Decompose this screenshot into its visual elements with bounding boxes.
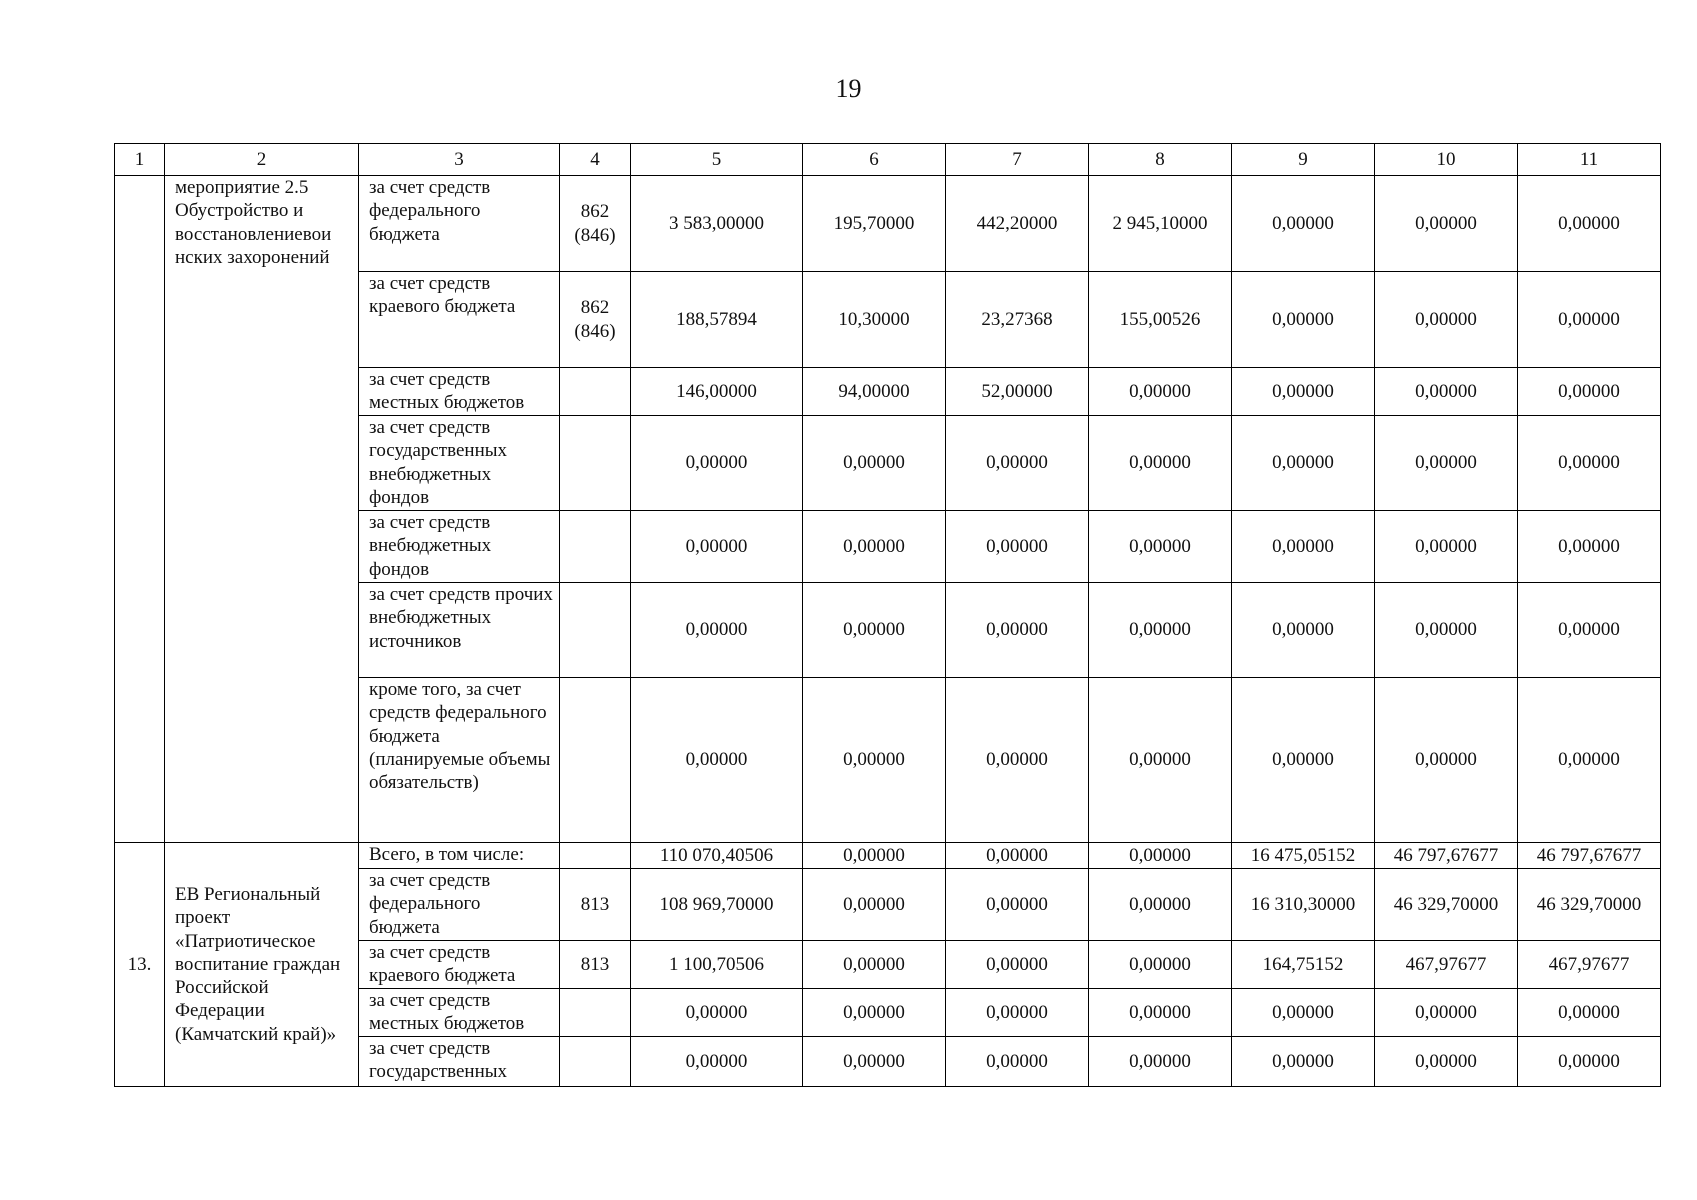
value-cell: 46 797,67677 [1375, 843, 1518, 869]
value-cell: 108 969,70000 [631, 869, 803, 941]
value-cell: 0,00000 [1232, 416, 1375, 511]
value-cell: 0,00000 [1232, 272, 1375, 368]
column-header: 7 [946, 144, 1089, 176]
value-cell: 0,00000 [1518, 989, 1661, 1037]
value-cell: 442,20000 [946, 176, 1089, 272]
value-cell: 52,00000 [946, 368, 1089, 416]
budget-code [560, 583, 631, 678]
value-cell: 0,00000 [1232, 176, 1375, 272]
row-index [115, 176, 165, 843]
value-cell: 0,00000 [1232, 583, 1375, 678]
value-cell: 0,00000 [803, 416, 946, 511]
value-cell: 467,97677 [1375, 941, 1518, 989]
budget-code [560, 989, 631, 1037]
budget-code [560, 678, 631, 843]
value-cell: 0,00000 [946, 869, 1089, 941]
activity-name: мероприятие 2.5 Обустройство и восстановлениевои нских захоронений [165, 176, 359, 843]
column-header: 1 [115, 144, 165, 176]
value-cell: 0,00000 [1518, 511, 1661, 583]
value-cell: 0,00000 [1518, 416, 1661, 511]
value-cell: 188,57894 [631, 272, 803, 368]
value-cell: 0,00000 [1232, 678, 1375, 843]
value-cell: 10,30000 [803, 272, 946, 368]
value-cell: 0,00000 [803, 511, 946, 583]
value-cell: 0,00000 [1375, 368, 1518, 416]
funding-source: за счет средств местных бюджетов [359, 989, 560, 1037]
value-cell: 0,00000 [631, 511, 803, 583]
column-header: 11 [1518, 144, 1661, 176]
value-cell: 0,00000 [803, 941, 946, 989]
column-number-row [115, 144, 1661, 176]
value-cell: 0,00000 [1089, 583, 1232, 678]
value-cell: 0,00000 [1089, 368, 1232, 416]
value-cell: 164,75152 [1232, 941, 1375, 989]
budget-code [560, 368, 631, 416]
row-index: 13. [115, 843, 165, 1087]
value-cell: 0,00000 [1375, 583, 1518, 678]
budget-code: 862 (846) [560, 176, 631, 272]
value-cell: 0,00000 [631, 1037, 803, 1087]
value-cell: 23,27368 [946, 272, 1089, 368]
value-cell: 46 329,70000 [1518, 869, 1661, 941]
column-header: 3 [359, 144, 560, 176]
budget-code [560, 416, 631, 511]
activity-name: ЕВ Региональный проект «Патриотическое воспитание граждан Российской Федерации (Камчатский край)» [165, 843, 359, 1087]
value-cell: 0,00000 [803, 989, 946, 1037]
value-cell: 0,00000 [946, 511, 1089, 583]
value-cell: 155,00526 [1089, 272, 1232, 368]
value-cell: 0,00000 [1232, 368, 1375, 416]
value-cell: 94,00000 [803, 368, 946, 416]
funding-source: за счет средств государственных [359, 1037, 560, 1087]
column-header: 4 [560, 144, 631, 176]
value-cell: 0,00000 [946, 678, 1089, 843]
value-cell: 0,00000 [803, 869, 946, 941]
value-cell: 0,00000 [946, 583, 1089, 678]
budget-code: 813 [560, 869, 631, 941]
value-cell: 0,00000 [1089, 678, 1232, 843]
value-cell: 0,00000 [946, 843, 1089, 869]
value-cell: 0,00000 [1375, 272, 1518, 368]
value-cell: 0,00000 [1518, 1037, 1661, 1087]
value-cell: 16 475,05152 [1232, 843, 1375, 869]
value-cell: 46 797,67677 [1518, 843, 1661, 869]
column-header: 9 [1232, 144, 1375, 176]
value-cell: 146,00000 [631, 368, 803, 416]
funding-source: за счет средств краевого бюджета [359, 941, 560, 989]
table-body [115, 176, 1661, 1087]
budget-code: 813 [560, 941, 631, 989]
value-cell: 1 100,70506 [631, 941, 803, 989]
table-row [115, 176, 1661, 272]
value-cell: 195,70000 [803, 176, 946, 272]
funding-source: за счет средств федерального бюджета [359, 869, 560, 941]
funding-source: за счет средств прочих внебюджетных источников [359, 583, 560, 678]
value-cell: 0,00000 [803, 678, 946, 843]
value-cell: 3 583,00000 [631, 176, 803, 272]
funding-source: за счет средств государственных внебюджетных фондов [359, 416, 560, 511]
funding-source: за счет средств местных бюджетов [359, 368, 560, 416]
column-header: 10 [1375, 144, 1518, 176]
value-cell: 0,00000 [1089, 511, 1232, 583]
value-cell: 0,00000 [1518, 678, 1661, 843]
value-cell: 0,00000 [1375, 416, 1518, 511]
page-number: 19 [835, 74, 862, 103]
budget-table [114, 143, 1661, 1087]
value-cell: 0,00000 [1375, 678, 1518, 843]
column-header: 8 [1089, 144, 1232, 176]
value-cell: 16 310,30000 [1232, 869, 1375, 941]
value-cell: 46 329,70000 [1375, 869, 1518, 941]
value-cell: 0,00000 [1518, 583, 1661, 678]
table-row [115, 843, 1661, 869]
budget-code [560, 1037, 631, 1087]
funding-source: Всего, в том числе: [359, 843, 560, 869]
value-cell: 0,00000 [1518, 176, 1661, 272]
value-cell: 0,00000 [1089, 941, 1232, 989]
value-cell: 0,00000 [1375, 1037, 1518, 1087]
value-cell: 0,00000 [631, 678, 803, 843]
value-cell: 0,00000 [946, 941, 1089, 989]
value-cell: 0,00000 [803, 583, 946, 678]
funding-source: за счет средств федерального бюджета [359, 176, 560, 272]
value-cell: 110 070,40506 [631, 843, 803, 869]
value-cell: 467,97677 [1518, 941, 1661, 989]
column-header: 6 [803, 144, 946, 176]
funding-source: кроме того, за счет средств федерального бюджета (планируемые объемы обязательств) [359, 678, 560, 843]
value-cell: 0,00000 [803, 843, 946, 869]
value-cell: 0,00000 [946, 1037, 1089, 1087]
funding-source: за счет средств внебюджетных фондов [359, 511, 560, 583]
budget-code: 862 (846) [560, 272, 631, 368]
value-cell: 0,00000 [1089, 416, 1232, 511]
value-cell: 0,00000 [1232, 1037, 1375, 1087]
funding-source: за счет средств краевого бюджета [359, 272, 560, 368]
value-cell: 0,00000 [803, 1037, 946, 1087]
value-cell: 0,00000 [1375, 511, 1518, 583]
value-cell: 0,00000 [1375, 989, 1518, 1037]
value-cell: 0,00000 [1089, 989, 1232, 1037]
budget-code [560, 843, 631, 869]
value-cell: 0,00000 [946, 416, 1089, 511]
column-header: 5 [631, 144, 803, 176]
value-cell: 0,00000 [631, 583, 803, 678]
value-cell: 2 945,10000 [1089, 176, 1232, 272]
value-cell: 0,00000 [1518, 272, 1661, 368]
value-cell: 0,00000 [1375, 176, 1518, 272]
value-cell: 0,00000 [946, 989, 1089, 1037]
budget-code [560, 511, 631, 583]
value-cell: 0,00000 [1232, 989, 1375, 1037]
value-cell: 0,00000 [1089, 869, 1232, 941]
value-cell: 0,00000 [1232, 511, 1375, 583]
value-cell: 0,00000 [631, 989, 803, 1037]
value-cell: 0,00000 [1518, 368, 1661, 416]
value-cell: 0,00000 [1089, 843, 1232, 869]
column-header: 2 [165, 144, 359, 176]
value-cell: 0,00000 [1089, 1037, 1232, 1087]
value-cell: 0,00000 [631, 416, 803, 511]
